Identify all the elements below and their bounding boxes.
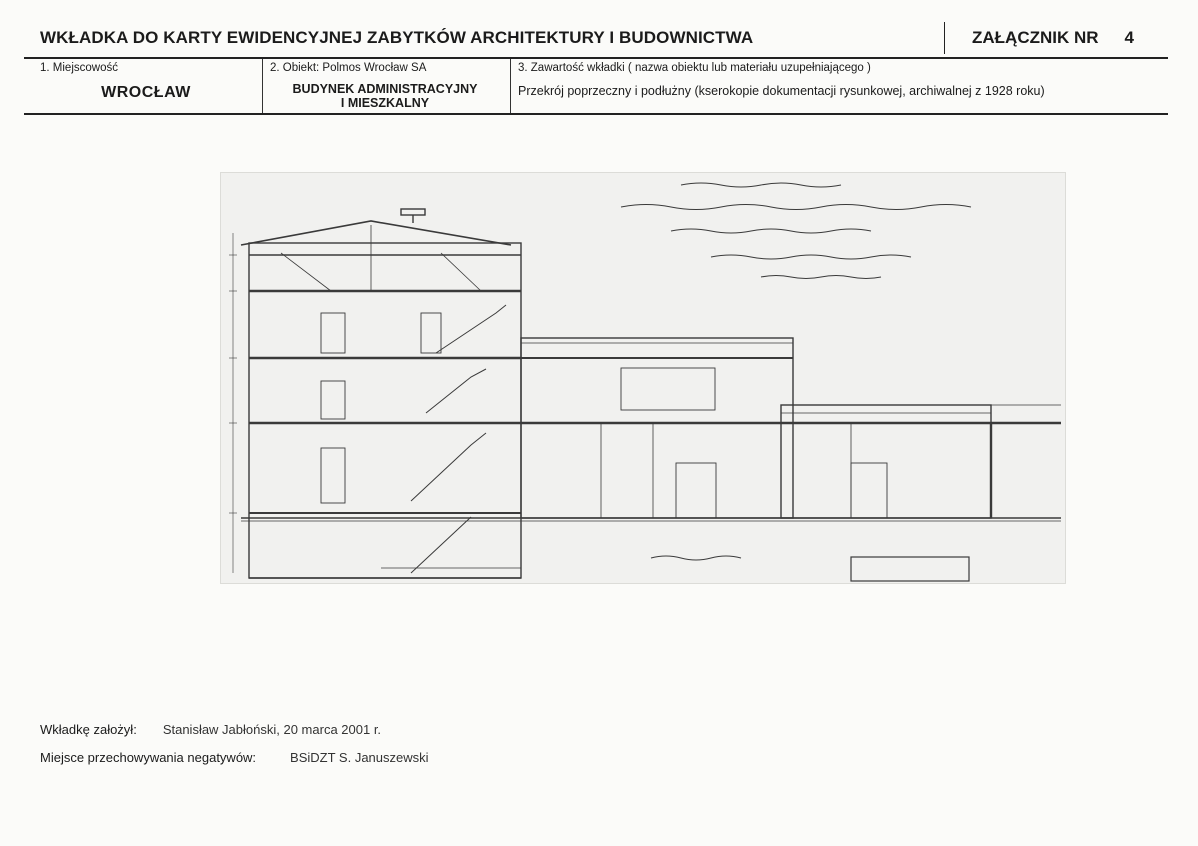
object-value-line-1: BUDYNEK ADMINISTRACYJNY: [292, 82, 478, 96]
founded-label: Wkładkę założył:: [40, 722, 137, 737]
column-divider-1: [262, 59, 263, 113]
document-title: WKŁADKA DO KARTY EWIDENCYJNEJ ZABYTKÓW ARCHITEKTURY I BUDOWNICTWA: [40, 28, 754, 47]
header-rule-top: [24, 57, 1168, 59]
object-value: [266, 82, 504, 110]
contents-label: 3. Zawartość wkładki ( nazwa obiektu lub materiału uzupełniającego ): [518, 62, 871, 74]
architectural-section-drawing: [220, 172, 1066, 584]
locality-value: WROCŁAW: [101, 84, 191, 101]
annex-header: [972, 28, 1134, 48]
storage-value: BSiDZT S. Januszewski: [290, 750, 429, 765]
storage-label: Miejsce przechowywania negatywów:: [40, 750, 257, 765]
annex-label: ZAŁĄCZNIK NR: [972, 28, 1099, 47]
storage-row: [40, 750, 429, 765]
founded-value: Stanisław Jabłoński, 20 marca 2001 r.: [162, 722, 382, 737]
section-drawing-svg: [221, 173, 1065, 583]
object-label: 2. Obiekt: Polmos Wrocław SA: [270, 62, 427, 74]
contents-value: Przekrój poprzeczny i podłużny (kserokopie dokumentacji rysunkowej, archiwalnej z 1928 roku): [518, 84, 1045, 98]
object-value-line-2: I MIESZKALNY: [340, 96, 430, 110]
header-rule-bottom: [24, 113, 1168, 115]
header-divider: [944, 22, 945, 54]
column-divider-2: [510, 59, 511, 113]
locality-label: 1. Miejscowość: [40, 62, 118, 74]
founded-row: [40, 722, 381, 737]
annex-number: 4: [1124, 28, 1135, 47]
